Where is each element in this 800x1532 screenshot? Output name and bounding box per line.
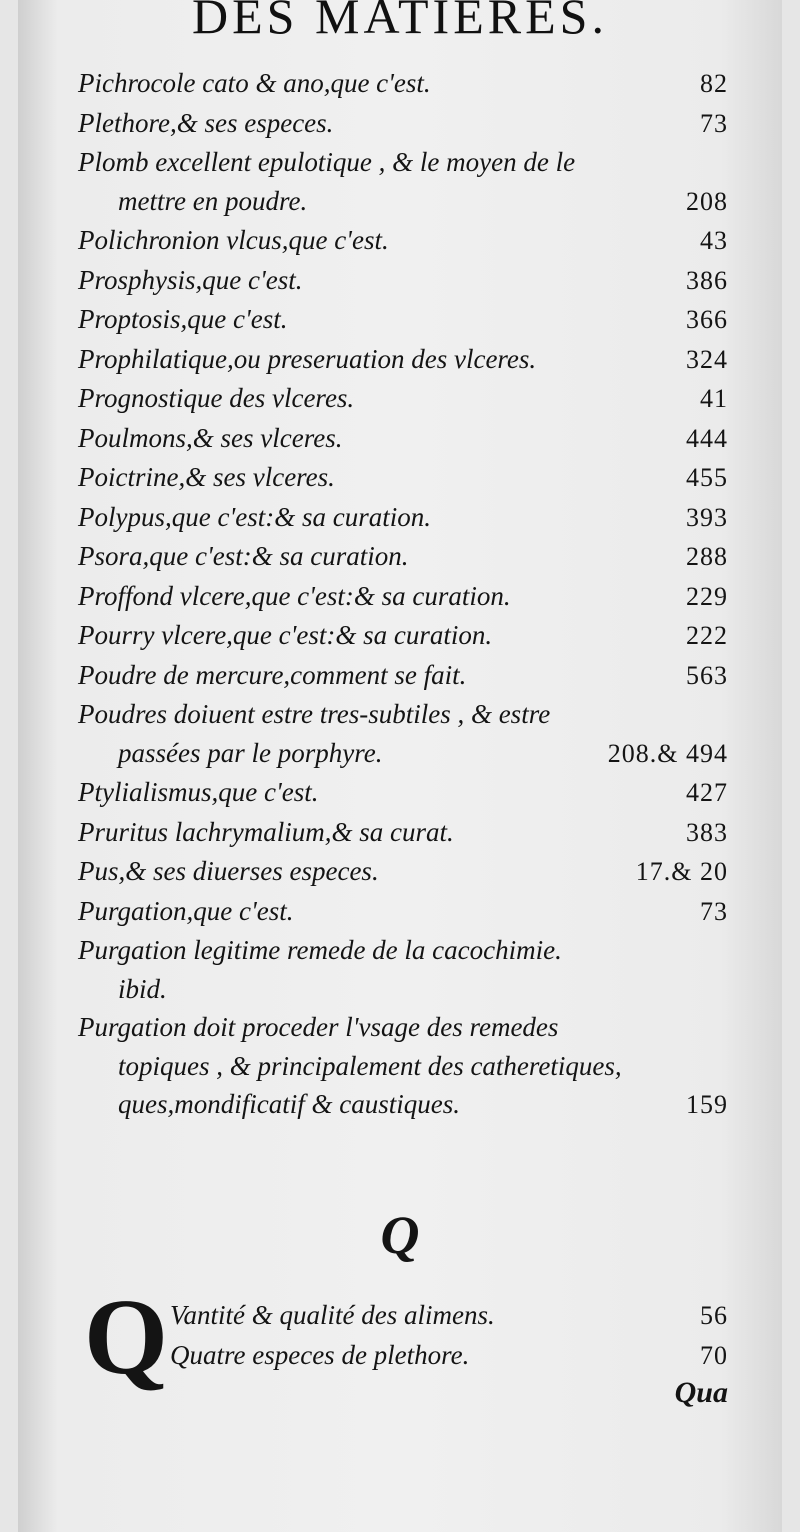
entry-text-continued: ibid. xyxy=(118,973,167,1004)
entry-page: 229 xyxy=(686,581,728,611)
entry-text: Purgation legitime remede de la cacochimie. xyxy=(78,935,562,965)
index-entry xyxy=(78,64,728,104)
index-entry xyxy=(78,261,728,301)
index-entry xyxy=(78,813,728,853)
entry-page: 73 xyxy=(700,108,728,138)
entry-page: 17.& 20 xyxy=(635,857,728,886)
entry-text: Poictrine,& ses vlceres. xyxy=(78,462,335,492)
index-entry xyxy=(78,340,728,380)
entry-text: Poudres doiuent estre tres-subtiles , & estre xyxy=(78,699,551,729)
index-entry xyxy=(78,773,728,813)
entry-page: 43 xyxy=(700,226,728,255)
index-entry xyxy=(170,1296,728,1336)
entry-text: Plethore,& ses especes. xyxy=(78,107,334,138)
entry-text: Polypus,que c'est:& sa curation. xyxy=(78,501,431,532)
entry-page: 208.& 494 xyxy=(607,738,728,768)
index-entry xyxy=(78,498,728,538)
entry-text: Pus,& ses diuerses especes. xyxy=(78,856,379,886)
entry-text: Quatre especes de plethore. xyxy=(170,1339,470,1370)
entry-text: Poulmons,& ses vlceres. xyxy=(78,422,343,453)
entry-page: 208 xyxy=(686,186,728,216)
entry-text: Prognostique des vlceres. xyxy=(78,383,355,413)
entry-text: Proffond vlcere,que c'est:& sa curation. xyxy=(78,580,511,611)
index-entry xyxy=(78,419,728,459)
entry-page: 563 xyxy=(686,660,728,690)
entry-text-continued: passées par le porphyre. xyxy=(118,737,383,768)
index-entry xyxy=(78,143,728,221)
entry-text-continued: topiques , & principalement des catheretiques, xyxy=(118,1050,622,1081)
entry-text: Polichronion vlcus,que c'est. xyxy=(78,225,389,255)
entry-text: Pichrocole cato & ano,que c'est. xyxy=(78,68,431,98)
entry-text-continued: ques,mondificatif & caustiques. xyxy=(118,1089,460,1119)
entry-page: 222 xyxy=(686,621,728,650)
index-entry xyxy=(78,104,728,144)
entry-text: Proptosis,que c'est. xyxy=(78,304,288,334)
index-entry xyxy=(78,221,728,261)
index-entries xyxy=(78,64,728,1125)
index-entry xyxy=(78,695,728,773)
entry-text: Plomb excellent epulotique , & le moyen de le xyxy=(78,147,576,177)
entry-text: Poudre de mercure,comment se fait. xyxy=(78,659,467,690)
entry-text: Vantité & qualité des alimens. xyxy=(170,1300,495,1330)
entry-page: 366 xyxy=(686,305,728,334)
entry-page: 444 xyxy=(686,423,728,453)
entry-page: 159 xyxy=(686,1090,728,1119)
index-entry xyxy=(78,300,728,340)
entry-page: 386 xyxy=(686,265,728,295)
entry-page: 324 xyxy=(686,344,728,374)
index-entry xyxy=(78,379,728,419)
index-entry xyxy=(78,892,728,932)
entry-text: Ptylialismus,que c'est. xyxy=(78,777,319,807)
entry-page: 70 xyxy=(700,1340,728,1370)
entry-page: 73 xyxy=(700,896,728,926)
entry-page: 383 xyxy=(686,817,728,847)
index-entry xyxy=(78,458,728,498)
entry-text: Prosphysis,que c'est. xyxy=(78,264,303,295)
index-entry xyxy=(170,1336,728,1376)
index-entry xyxy=(78,577,728,617)
section-letter: Q xyxy=(380,1205,420,1265)
index-entry xyxy=(78,852,728,892)
entry-text: Purgation doit proceder l'vsage des remedes xyxy=(78,1012,559,1042)
q-entries xyxy=(170,1296,728,1375)
drop-cap: Q xyxy=(84,1278,169,1397)
entry-text: Pruritus lachrymalium,& sa curat. xyxy=(78,816,454,847)
index-entry xyxy=(78,931,728,1008)
entry-page: 41 xyxy=(700,384,728,413)
index-entry xyxy=(78,616,728,656)
entry-text: Pourry vlcere,que c'est:& sa curation. xyxy=(78,620,493,650)
running-header: DES MATIERES. xyxy=(192,0,608,44)
entry-text: Prophilatique,ou preseruation des vlceres. xyxy=(78,343,537,374)
entry-text-continued: mettre en poudre. xyxy=(118,185,308,216)
entry-text: Psora,que c'est:& sa curation. xyxy=(78,541,409,571)
index-entry xyxy=(78,656,728,696)
entry-page: 288 xyxy=(686,542,728,571)
entry-page: 393 xyxy=(686,502,728,532)
entry-page: 427 xyxy=(686,778,728,807)
catchword: Qua xyxy=(674,1376,728,1409)
entry-text: Purgation,que c'est. xyxy=(78,895,294,926)
entry-page: 56 xyxy=(700,1301,728,1330)
index-entry xyxy=(78,1008,728,1125)
entry-page: 455 xyxy=(686,463,728,492)
entry-page: 82 xyxy=(700,69,728,98)
index-entry xyxy=(78,537,728,577)
